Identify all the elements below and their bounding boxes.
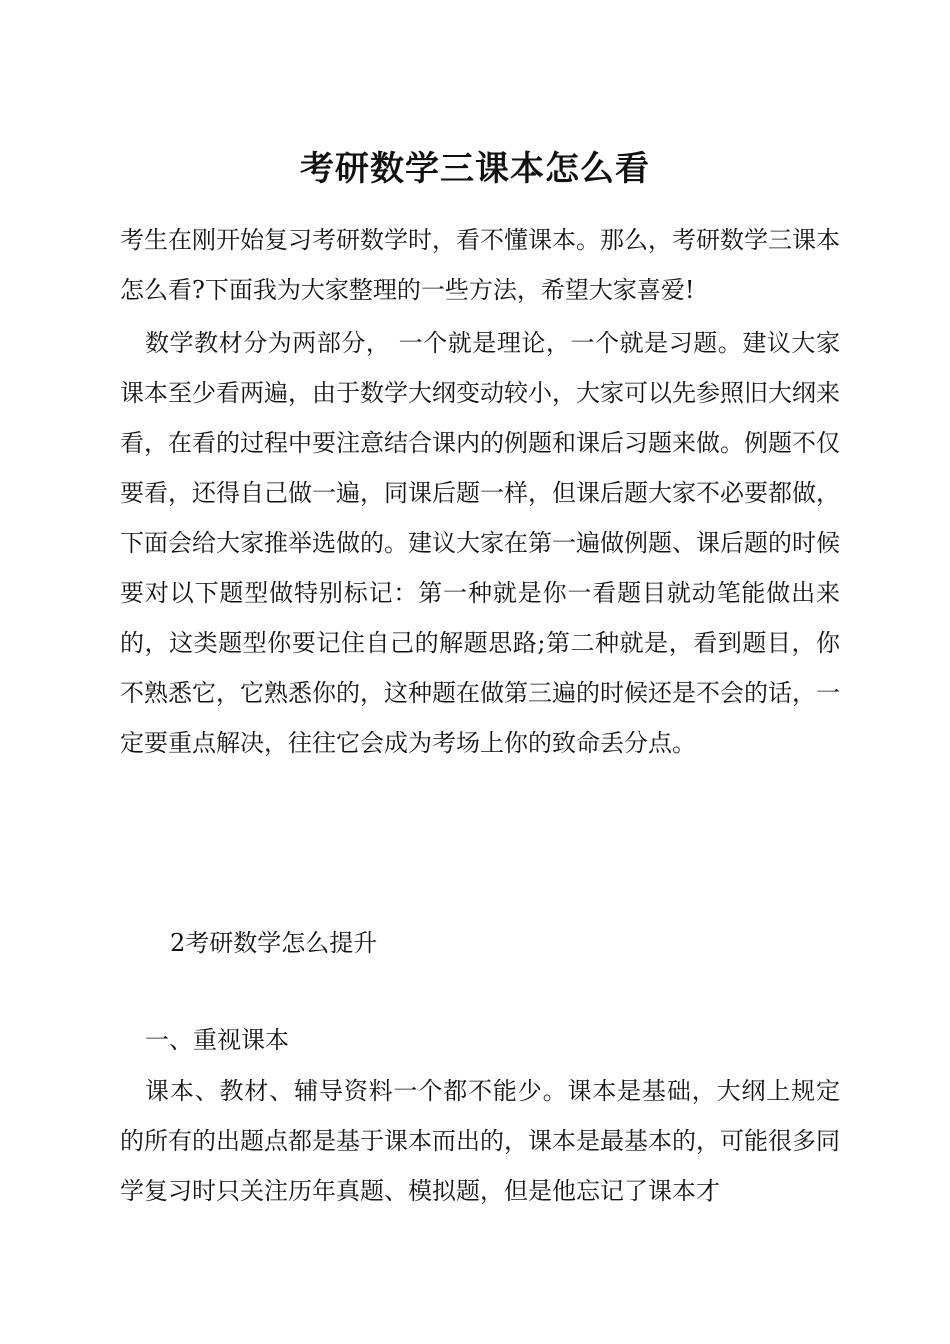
section-heading: 2考研数学怎么提升 [170, 929, 378, 957]
document-title: 考研数学三课本怎么看 [300, 149, 650, 189]
intro-paragraph: 考生在刚开始复习考研数学时，看不懂课本。那么，考研数学三课本怎么看?下面我为大家整理的一些方法，希望大家喜爱! [120, 226, 840, 304]
subsection-paragraph: 课本、教材、辅导资料一个都不能少。课本是基础，大纲上规定的所有的出题点都是基于课本而出的，课本是最基本的，可能很多同学复习时只关注历年真题、模拟题，但是他忘记了课本才 [120, 1077, 840, 1205]
subsection-heading: 一、重视课本 [145, 1026, 289, 1054]
textbook-method-paragraph: 数学教材分为两部分， 一个就是理论，一个就是习题。建议大家课本至少看两遍，由于数学大纲变动较小，大家可以先参照旧大纲来看，在看的过程中要注意结合课内的例题和课后习题来做。例题不仅要看，还得自己做一遍，同课后题一样，但课后题大家不必要都做，下面会给大家推举选做的。建议大家在第一遍做例题、课后题的时候要对以下题型做特别标记：第一种就是你一看题目就动笔能做出来的，这类题型你要记住自己的解题思路;第二种就是，看到题目，你不熟悉它，它熟悉你的，这种题在做第三遍的时候还是不会的话，一定要重点解决，往往它会成为考场上你的致命丢分点。 [120, 329, 840, 757]
